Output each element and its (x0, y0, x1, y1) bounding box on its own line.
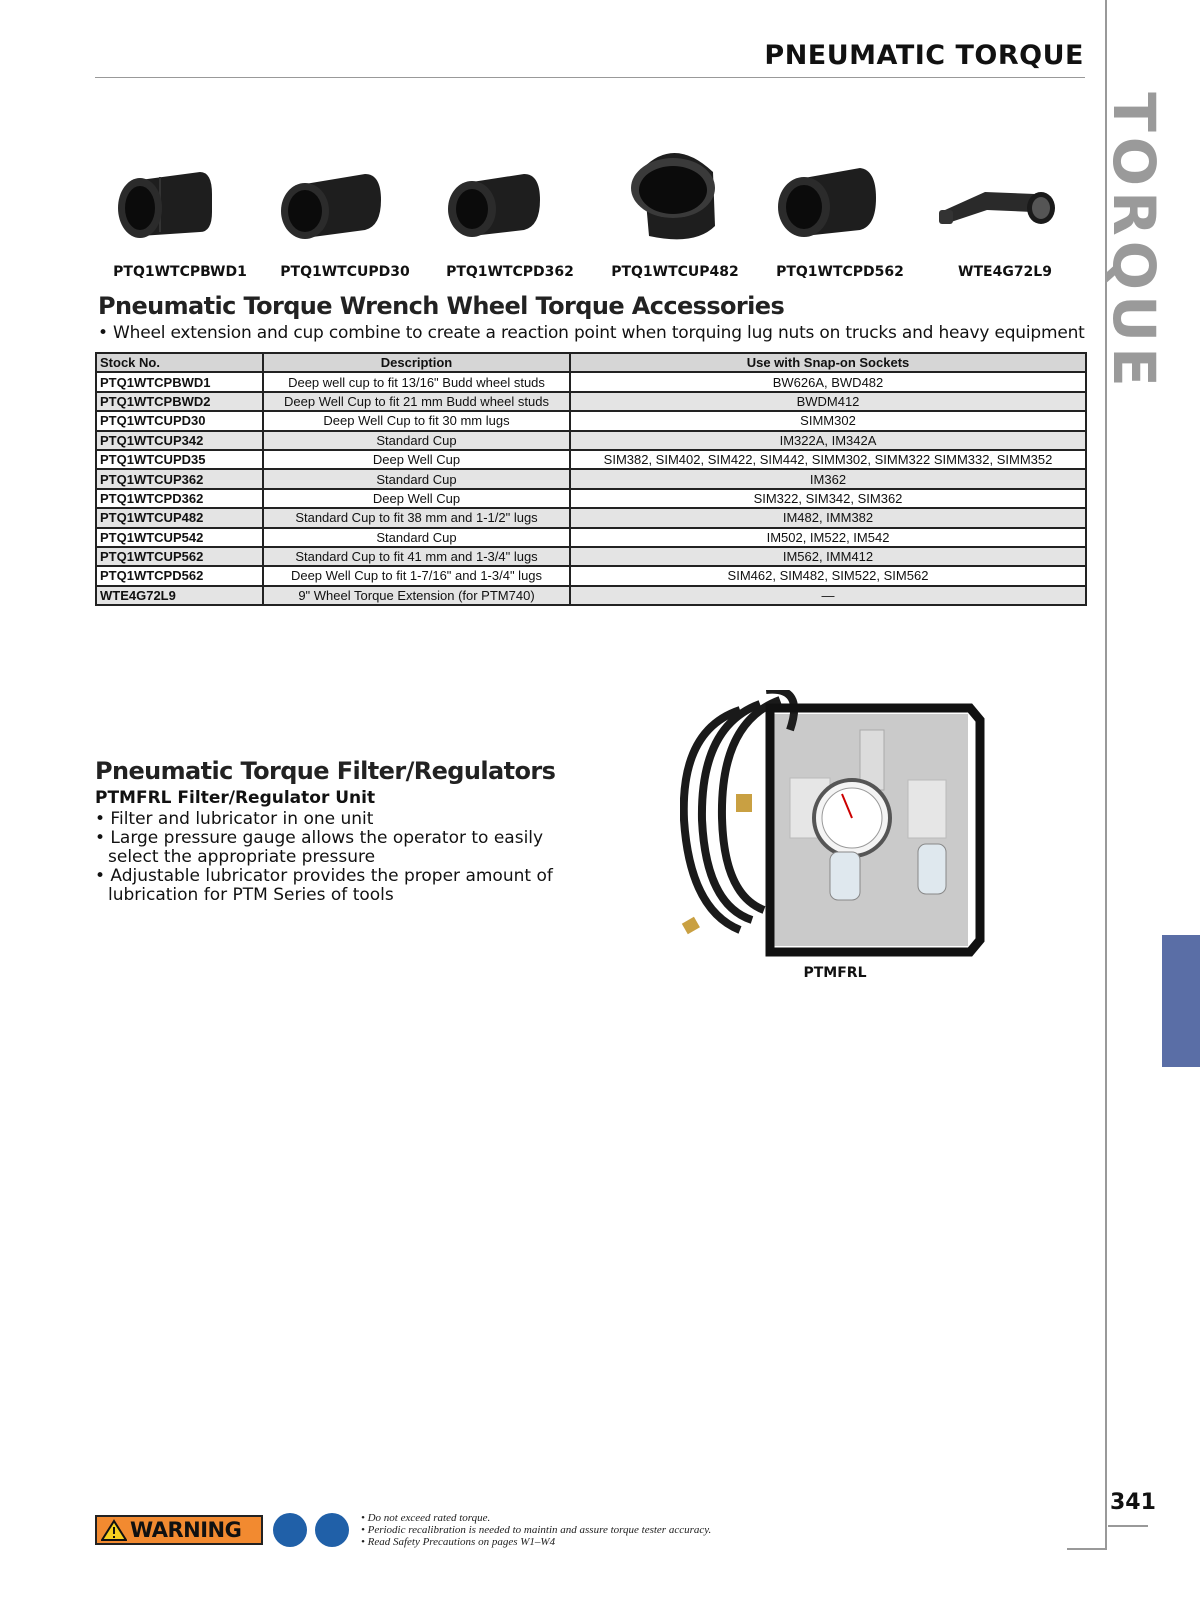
product-image-row (100, 150, 1090, 280)
image-caption: PTMFRL (803, 965, 867, 981)
description: Deep Well Cup to fit 1-7/16" and 1-3/4" lugs (263, 566, 570, 585)
table-row (96, 450, 1086, 469)
compatible-sockets: SIM322, SIM342, SIM362 (570, 489, 1086, 508)
deep-cup-icon (430, 150, 590, 258)
column-header: Stock No. (96, 353, 263, 372)
product-item (760, 150, 920, 280)
description: Standard Cup (263, 469, 570, 488)
list-item: • Large pressure gauge allows the operator to easily select the appropriate pressure (95, 828, 544, 867)
description: Deep Well Cup (263, 489, 570, 508)
table-header-row (96, 353, 1086, 372)
deep-cup-icon (100, 150, 260, 258)
stock-number: PTQ1WTCUP482 (96, 508, 263, 527)
safety-notes (361, 1512, 711, 1548)
description: Deep well cup to fit 13/16" Budd wheel studs (263, 372, 570, 391)
table-row (96, 411, 1086, 430)
product-item (595, 150, 755, 280)
side-tab (1100, 82, 1168, 402)
feature-list (95, 810, 595, 905)
table-row (96, 528, 1086, 547)
section-title: Pneumatic Torque Wrench Wheel Torque Accessories (98, 292, 785, 320)
table-row (96, 586, 1086, 605)
description: Deep Well Cup to fit 30 mm lugs (263, 411, 570, 430)
description: 9" Wheel Torque Extension (for PTM740) (263, 586, 570, 605)
stock-number: WTE4G72L9 (96, 586, 263, 605)
compatible-sockets: IM362 (570, 469, 1086, 488)
compatible-sockets: SIM382, SIM402, SIM422, SIM442, SIMM302, SIMM322 SIMM332, SIMM352 (570, 450, 1086, 469)
table-row (96, 566, 1086, 585)
product-label: WTE4G72L9 (958, 264, 1052, 280)
description: Deep Well Cup (263, 450, 570, 469)
product-item (430, 150, 590, 280)
eye-protection-icon (315, 1513, 349, 1547)
compatible-sockets: BWDM412 (570, 392, 1086, 411)
section-color-tab (1162, 935, 1200, 1067)
section-subtitle: PTMFRL Filter/Regulator Unit (95, 788, 376, 808)
description: Standard Cup (263, 528, 570, 547)
description: Standard Cup to fit 41 mm and 1-3/4" lugs (263, 547, 570, 566)
compatible-sockets: — (570, 586, 1086, 605)
page-number: 341 (1110, 1490, 1156, 1515)
table-row (96, 431, 1086, 450)
table-row (96, 508, 1086, 527)
list-item: • Read Safety Precautions on pages W1–W4 (361, 1536, 556, 1548)
list-item: • Filter and lubricator in one unit (95, 809, 374, 829)
accessories-table (95, 352, 1087, 606)
compatible-sockets: IM482, IMM382 (570, 508, 1086, 527)
description: Standard Cup to fit 38 mm and 1-1/2" lugs (263, 508, 570, 527)
filter-regulator-image (680, 690, 1000, 970)
product-item (265, 150, 425, 280)
product-label: PTQ1WTCUP482 (611, 264, 739, 280)
section-title: Pneumatic Torque Filter/Regulators (95, 757, 556, 785)
deep-cup-icon (265, 150, 425, 258)
warning-triangle-icon (101, 1519, 127, 1541)
compatible-sockets: SIMM302 (570, 411, 1086, 430)
side-tab-label: TORQUE (1100, 92, 1168, 392)
stock-number: PTQ1WTCPD562 (96, 566, 263, 585)
column-header: Use with Snap-on Sockets (570, 353, 1086, 372)
compatible-sockets: IM502, IM522, IM542 (570, 528, 1086, 547)
list-item: • Adjustable lubricator provides the proper amount of lubrication for PTM Series of tools (95, 866, 553, 905)
table-row (96, 489, 1086, 508)
stock-number: PTQ1WTCUP542 (96, 528, 263, 547)
product-item (925, 150, 1085, 280)
product-label: PTQ1WTCPBWD1 (113, 264, 247, 280)
table-row (96, 372, 1086, 391)
description: Deep Well Cup to fit 21 mm Budd wheel studs (263, 392, 570, 411)
stock-number: PTQ1WTCPD362 (96, 489, 263, 508)
column-header: Description (263, 353, 570, 372)
product-label: PTQ1WTCPD562 (776, 264, 904, 280)
compatible-sockets: IM562, IMM412 (570, 547, 1086, 566)
list-item: • Periodic recalibration is needed to maintin and assure torque tester accuracy. (361, 1524, 712, 1536)
table-row (96, 392, 1086, 411)
table-row (96, 547, 1086, 566)
header-divider (95, 77, 1085, 78)
list-item: • Do not exceed rated torque. (361, 1512, 491, 1524)
compatible-sockets: SIM462, SIM482, SIM522, SIM562 (570, 566, 1086, 585)
page-number-rule (1108, 1525, 1148, 1527)
wheel-extension-icon (925, 150, 1085, 258)
table-row (96, 469, 1086, 488)
warning-label: WARNING (130, 1518, 242, 1542)
footer-rule (1067, 1548, 1107, 1550)
stock-number: PTQ1WTCPBWD1 (96, 372, 263, 391)
compatible-sockets: BW626A, BWD482 (570, 372, 1086, 391)
stock-number: PTQ1WTCUP362 (96, 469, 263, 488)
stock-number: PTQ1WTCUP562 (96, 547, 263, 566)
product-item (100, 150, 260, 280)
section-bullet: • Wheel extension and cup combine to create a reaction point when torquing lug nuts on trucks and heavy equipment (98, 323, 1085, 343)
compatible-sockets: IM322A, IM342A (570, 431, 1086, 450)
description: Standard Cup (263, 431, 570, 450)
page-header-title: PNEUMATIC TORQUE (764, 40, 1084, 71)
read-manual-icon (273, 1513, 307, 1547)
stock-number: PTQ1WTCUPD35 (96, 450, 263, 469)
stock-number: PTQ1WTCUPD30 (96, 411, 263, 430)
stock-number: PTQ1WTCUP342 (96, 431, 263, 450)
deep-cup-icon (760, 150, 920, 258)
standard-cup-icon (595, 150, 755, 258)
product-label: PTQ1WTCPD362 (446, 264, 574, 280)
product-label: PTQ1WTCUPD30 (280, 264, 410, 280)
stock-number: PTQ1WTCPBWD2 (96, 392, 263, 411)
warning-badge (95, 1515, 263, 1545)
